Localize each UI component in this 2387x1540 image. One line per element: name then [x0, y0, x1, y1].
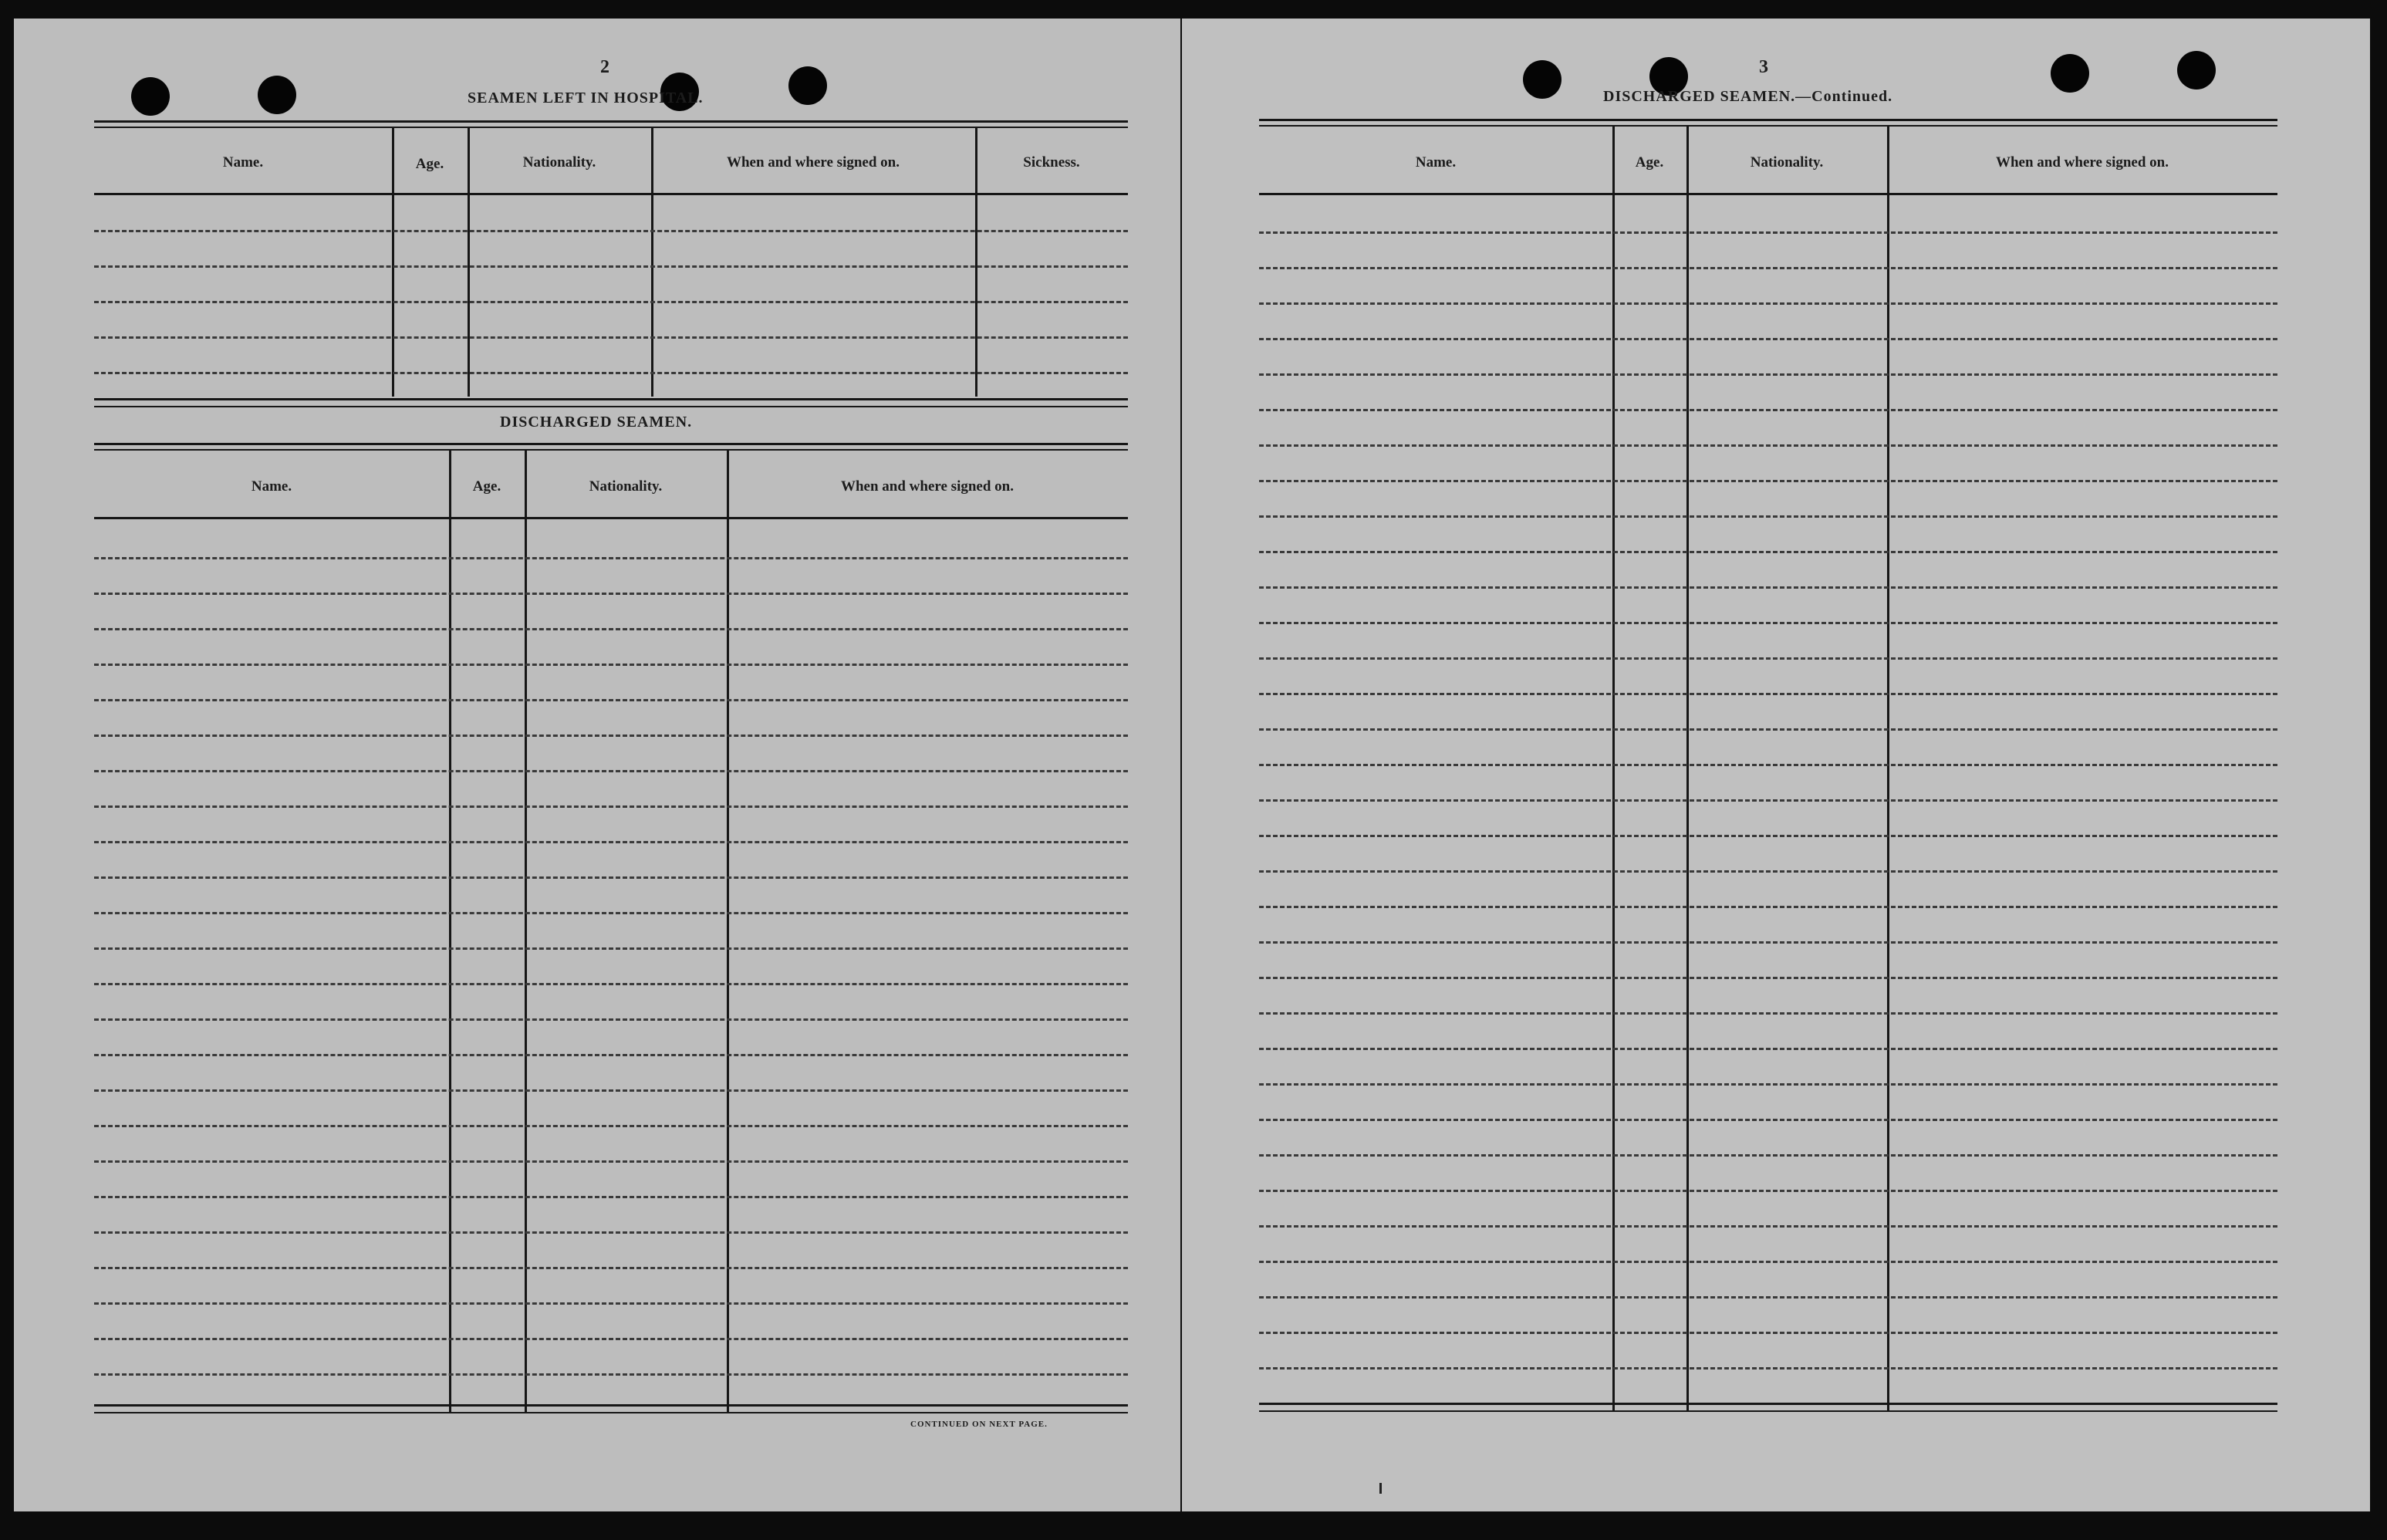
table-row — [94, 1196, 1128, 1198]
column-header-nationality: Nationality. — [522, 154, 596, 171]
column-divider — [1686, 127, 1689, 1412]
page-number: 3 — [1759, 57, 1769, 77]
table-rule — [1259, 1403, 2277, 1405]
table-row — [1259, 409, 2277, 411]
column-header-age: Age. — [472, 478, 501, 495]
column-divider — [651, 128, 653, 397]
discharged-heading: DISCHARGED SEAMEN. — [500, 414, 693, 431]
column-header-signed-on: When and where signed on. — [840, 478, 1014, 495]
table-rule — [1259, 1410, 2277, 1412]
column-header-age: Age. — [415, 156, 444, 172]
table-row — [1259, 1083, 2277, 1086]
column-divider — [1612, 127, 1615, 1412]
table-rule — [94, 1412, 1128, 1413]
punch-hole — [258, 76, 296, 114]
table-row — [1259, 941, 2277, 944]
column-header-nationality: Nationality. — [589, 478, 663, 495]
table-row — [94, 1302, 1128, 1305]
stray-mark — [1379, 1483, 1382, 1494]
punch-hole — [2051, 54, 2089, 93]
table-row — [94, 841, 1128, 843]
table-rule — [94, 398, 1128, 400]
table-row — [94, 265, 1128, 268]
punch-hole — [2177, 51, 2216, 89]
table-row — [94, 699, 1128, 701]
table-rule — [94, 1404, 1128, 1407]
table-row — [1259, 1367, 2277, 1369]
table-row — [1259, 515, 2277, 518]
table-row — [1259, 444, 2277, 447]
table-row — [1259, 870, 2277, 873]
table-row — [94, 1338, 1128, 1340]
column-header-signed-on: When and where signed on. — [1995, 154, 2169, 171]
table-row — [1259, 1048, 2277, 1050]
table-row — [1259, 267, 2277, 269]
column-header-sickness: Sickness. — [1023, 154, 1080, 171]
column-divider — [975, 128, 977, 397]
table-row — [94, 947, 1128, 950]
punch-hole — [788, 66, 827, 105]
table-row — [1259, 764, 2277, 766]
table-row — [1259, 586, 2277, 589]
page-number: 2 — [600, 57, 610, 77]
table-row — [94, 372, 1128, 374]
discharged-continued-heading: DISCHARGED SEAMEN.—Continued. — [1603, 88, 1893, 105]
table-row — [94, 593, 1128, 595]
table-row — [1259, 1225, 2277, 1228]
column-header-age: Age. — [1635, 154, 1664, 171]
table-row — [94, 1125, 1128, 1127]
table-row — [94, 912, 1128, 914]
table-rule — [94, 120, 1128, 123]
column-header-name: Name. — [1415, 154, 1457, 171]
continued-footer: CONTINUED ON NEXT PAGE. — [910, 1420, 1048, 1429]
discharged-continued-table — [1259, 119, 2277, 1438]
table-row — [94, 983, 1128, 985]
table-row — [1259, 480, 2277, 482]
column-divider — [468, 128, 470, 397]
table-rule — [94, 517, 1128, 519]
table-row — [94, 1089, 1128, 1092]
table-row — [1259, 1190, 2277, 1192]
column-header-nationality: Nationality. — [1750, 154, 1824, 171]
table-row — [94, 876, 1128, 879]
table-row — [1259, 1296, 2277, 1299]
table-row — [94, 628, 1128, 630]
table-row — [1259, 657, 2277, 660]
table-rule — [1259, 193, 2277, 195]
table-row — [94, 1267, 1128, 1269]
table-row — [94, 664, 1128, 666]
table-row — [1259, 1119, 2277, 1121]
table-row — [94, 557, 1128, 559]
table-row — [94, 230, 1128, 232]
table-row — [1259, 1261, 2277, 1263]
table-row — [1259, 799, 2277, 802]
table-rule — [1259, 125, 2277, 127]
hospital-heading: SEAMEN LEFT IN HOSPITAL. — [468, 89, 704, 106]
column-header-name: Name. — [222, 154, 264, 171]
table-rule — [94, 443, 1128, 445]
table-row — [1259, 835, 2277, 837]
table-row — [94, 1018, 1128, 1021]
table-row — [1259, 338, 2277, 340]
table-row — [1259, 906, 2277, 908]
table-row — [94, 1231, 1128, 1234]
table-row — [1259, 977, 2277, 979]
column-header-name: Name. — [251, 478, 292, 495]
punch-hole — [131, 77, 170, 116]
right-page — [1182, 19, 2370, 1511]
table-row — [94, 770, 1128, 772]
table-row — [1259, 1154, 2277, 1157]
column-divider — [392, 128, 394, 397]
table-row — [1259, 1332, 2277, 1334]
table-row — [1259, 1012, 2277, 1015]
left-page — [14, 19, 1180, 1511]
table-row — [1259, 302, 2277, 305]
hospital-table — [94, 120, 1128, 421]
table-row — [1259, 693, 2277, 695]
column-divider — [1887, 127, 1889, 1412]
discharged-table — [94, 443, 1128, 1438]
table-row — [94, 805, 1128, 808]
table-rule — [94, 449, 1128, 451]
table-row — [1259, 622, 2277, 624]
table-row — [94, 735, 1128, 737]
table-row — [94, 301, 1128, 303]
table-row — [1259, 373, 2277, 376]
table-rule — [94, 406, 1128, 407]
table-row — [94, 1373, 1128, 1376]
table-rule — [94, 193, 1128, 195]
table-row — [1259, 231, 2277, 234]
table-row — [94, 1054, 1128, 1056]
column-header-signed-on: When and where signed on. — [726, 154, 900, 171]
table-rule — [94, 127, 1128, 128]
table-row — [94, 1160, 1128, 1163]
table-row — [94, 336, 1128, 339]
table-row — [1259, 551, 2277, 553]
punch-hole — [1523, 60, 1562, 99]
table-rule — [1259, 119, 2277, 121]
table-row — [1259, 728, 2277, 731]
